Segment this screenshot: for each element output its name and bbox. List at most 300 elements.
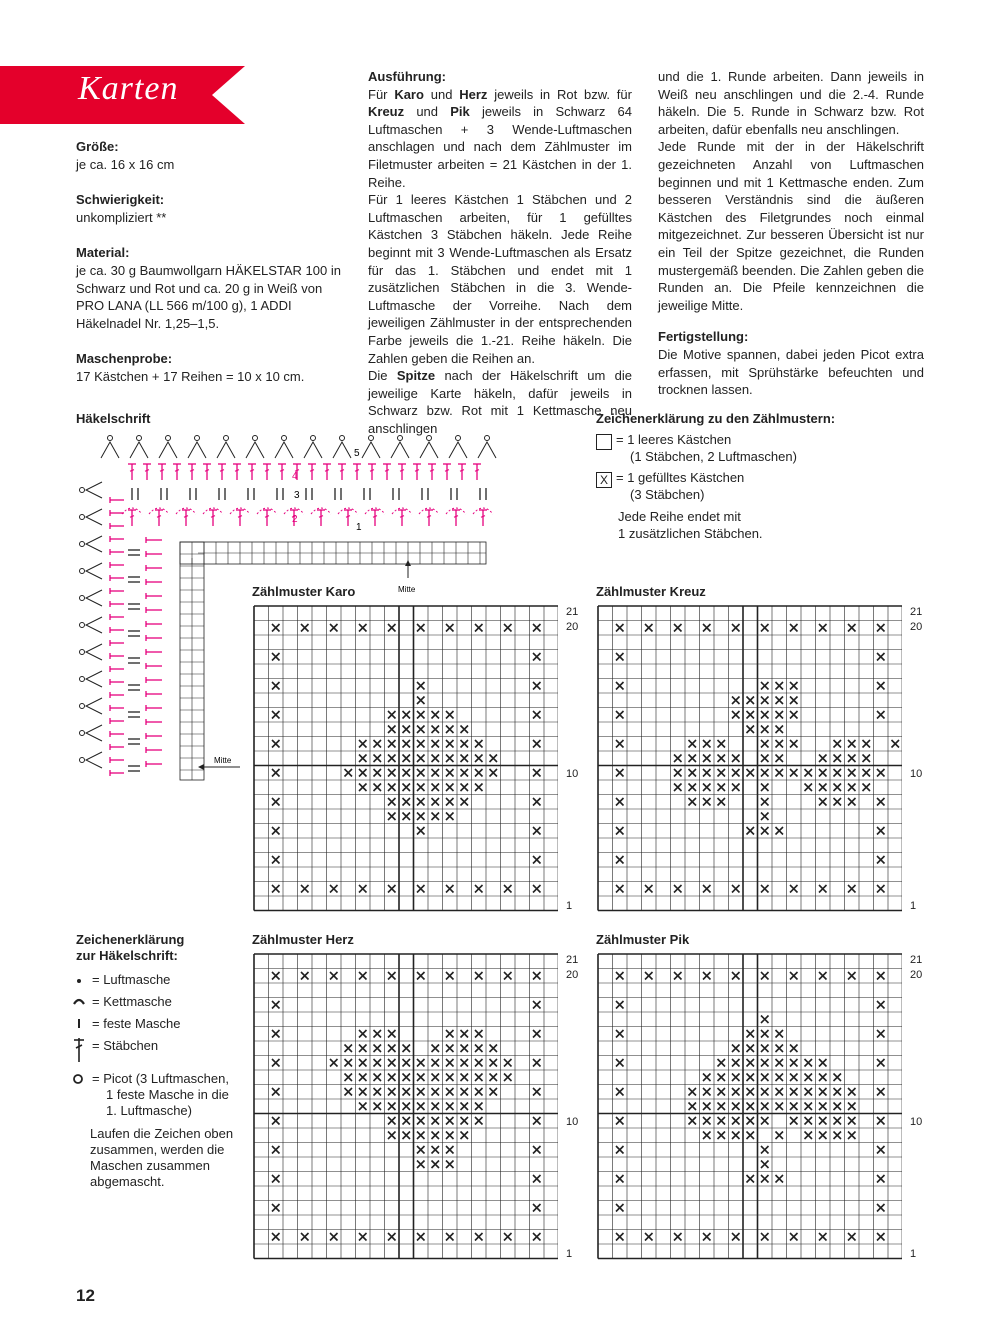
pik-filled-cell [848,1117,856,1125]
herz-filled-cell [475,1233,483,1241]
pik-filled-cell [645,1233,653,1241]
kreuz-filled-cell [805,769,813,777]
pik-filled-cell [805,1103,813,1111]
pik-filled-cell [645,972,653,980]
kreuz-row-20: 20 [910,621,923,633]
herz-filled-cell [533,1233,541,1241]
legend-empty-line1: = 1 leeres Kästchen [616,432,732,447]
counted-chart-kreuz [596,604,902,914]
pik-filled-cell [877,1030,885,1038]
material-heading: Material: [76,245,130,261]
herz-filled-cell [403,1103,411,1111]
karo-filled-cell [417,827,425,835]
herz-filled-cell [446,1132,454,1140]
pik-filled-cell [848,1103,856,1111]
karo-filled-cell [533,682,541,690]
herz-row-10: 10 [566,1116,579,1128]
karo-filled-cell [388,711,396,719]
pik-filled-cell [819,1117,827,1125]
herz-filled-cell [301,972,309,980]
pik-filled-cell [790,972,798,980]
kreuz-filled-cell [718,784,726,792]
herz-filled-cell [388,1117,396,1125]
karo-filled-cell [432,798,440,806]
karo-filled-cell [388,624,396,632]
round-number-3: 3 [294,490,300,501]
herz-filled-cell [533,1088,541,1096]
kreuz-row-10: 10 [910,768,923,780]
execution-paragraph-5: Jede Runde mit der in der Häkelschrift gezeichneten Anzahl von Luftmaschen beginnen und mit 1 Kettmasche enden. Zum besseren Verständnis sind die äußeren Kästchen des Filetgrundes noch einmal mitgezeichnet. Zur besseren Übersicht ist nur ein Teil der Spitze gezeichnet, die Runden mustergemäß beenden. Die Zahlen geben die Runden an. Die Pfeile kennzeichnen die jeweilige Mitte. [658,139,924,313]
herz-filled-cell [417,1146,425,1154]
herz-filled-cell [461,1074,469,1082]
herz-row-1: 1 [566,1248,573,1260]
herz-filled-cell [432,1074,440,1082]
execution-paragraph-3: Die Spitze nach der Häkelschrift um die jeweilige Karte häkeln, dafür jeweils in Schwarz bzw. Rot mit 1 Kettmasche neu anschlingen [368,368,632,436]
karo-filled-cell [432,784,440,792]
pik-filled-cell [761,1088,769,1096]
pik-filled-cell [732,1088,740,1096]
karo-filled-cell [388,813,396,821]
herz-filled-cell [417,1103,425,1111]
karo-filled-cell [432,755,440,763]
karo-filled-cell [359,784,367,792]
herz-filled-cell [446,1161,454,1169]
herz-filled-cell [374,1045,382,1053]
herz-filled-cell [432,1059,440,1067]
herz-filled-cell [417,1233,425,1241]
kreuz-filled-cell [776,755,784,763]
kreuz-filled-cell [819,784,827,792]
kreuz-filled-cell [848,740,856,748]
pik-filled-cell [805,1117,813,1125]
kreuz-filled-cell [819,769,827,777]
pik-filled-cell [689,1103,697,1111]
mitte-label-bottom: Mitte [398,585,416,594]
kreuz-filled-cell [848,798,856,806]
herz-filled-cell [446,1088,454,1096]
pik-filled-cell [776,1103,784,1111]
single-crochet-icon [74,1016,88,1030]
karo-filled-cell [446,885,454,893]
kreuz-filled-cell [645,885,653,893]
herz-filled-cell [446,1074,454,1082]
page-number: 12 [76,1286,95,1305]
herz-filled-cell [446,1103,454,1111]
kreuz-filled-cell [616,798,624,806]
herz-filled-cell [461,1030,469,1038]
kreuz-filled-cell [776,682,784,690]
karo-filled-cell [446,726,454,734]
herz-filled-cell [432,1161,440,1169]
pik-filled-cell [761,1074,769,1082]
herz-filled-cell [374,1059,382,1067]
pik-filled-cell [819,1088,827,1096]
pik-filled-cell [790,1074,798,1082]
karo-filled-cell [272,653,280,661]
legend-slip: = Kettmasche [92,994,172,1009]
karo-filled-cell [403,798,411,806]
pik-filled-cell [732,1233,740,1241]
karo-filled-cell [330,885,338,893]
herz-filled-cell [475,1045,483,1053]
pik-filled-cell [703,1132,711,1140]
chart-title-pik: Zählmuster Pik [596,932,690,947]
herz-filled-cell [432,1103,440,1111]
karo-filled-cell [533,711,541,719]
legend-filled-line1: = 1 gefülltes Kästchen [616,470,745,485]
kreuz-filled-cell [616,682,624,690]
kreuz-filled-cell [761,682,769,690]
pik-filled-cell [616,1204,624,1212]
herz-filled-cell [475,1103,483,1111]
pik-filled-cell [616,1088,624,1096]
kreuz-filled-cell [877,653,885,661]
herz-filled-cell [301,1233,309,1241]
pik-filled-cell [877,1117,885,1125]
pik-filled-cell [819,1233,827,1241]
karo-filled-cell [417,769,425,777]
pik-filled-cell [805,1059,813,1067]
karo-filled-cell [533,885,541,893]
karo-filled-cell [388,769,396,777]
herz-filled-cell [345,1074,353,1082]
mitte-label-side: Mitte [214,756,232,765]
kreuz-filled-cell [761,755,769,763]
kreuz-filled-cell [790,711,798,719]
pik-row-10: 10 [910,1116,923,1128]
karo-filled-cell [533,856,541,864]
kreuz-filled-cell [747,711,755,719]
pik-filled-cell [732,1132,740,1140]
pik-filled-cell [616,1146,624,1154]
herz-row-20: 20 [566,969,579,981]
herz-filled-cell [432,1146,440,1154]
kreuz-filled-cell [674,769,682,777]
pik-filled-cell [747,1059,755,1067]
pik-filled-cell [747,1074,755,1082]
herz-filled-cell [446,1233,454,1241]
herz-filled-cell [272,972,280,980]
round-number-5: 5 [354,448,360,459]
kreuz-filled-cell [747,827,755,835]
kreuz-filled-cell [877,827,885,835]
herz-filled-cell [403,1059,411,1067]
kreuz-filled-cell [834,784,842,792]
legend-counts-heading: Zeichenerklärung zu den Zählmustern: [596,411,836,426]
karo-filled-cell [533,624,541,632]
kreuz-filled-cell [761,726,769,734]
karo-filled-cell [533,769,541,777]
karo-filled-cell [330,624,338,632]
kreuz-filled-cell [819,798,827,806]
pik-filled-cell [776,1030,784,1038]
karo-filled-cell [272,885,280,893]
karo-filled-cell [446,740,454,748]
karo-filled-cell [432,740,440,748]
kreuz-filled-cell [689,740,697,748]
pik-filled-cell [776,1175,784,1183]
pik-filled-cell [703,972,711,980]
pik-filled-cell [877,1233,885,1241]
pik-filled-cell [761,1103,769,1111]
karo-filled-cell [461,769,469,777]
herz-filled-cell [388,1233,396,1241]
difficulty-heading: Schwierigkeit: [76,192,165,208]
kreuz-filled-cell [616,711,624,719]
pik-filled-cell [761,1175,769,1183]
legend-crochet-heading: Zeichenerklärung zur Häkelschrift: [76,932,185,963]
herz-filled-cell [475,1030,483,1038]
herz-filled-cell [388,1088,396,1096]
kreuz-filled-cell [616,624,624,632]
herz-filled-cell [272,1175,280,1183]
kreuz-filled-cell [689,755,697,763]
pik-filled-cell [761,1146,769,1154]
kreuz-row-21: 21 [910,606,923,618]
herz-filled-cell [374,1103,382,1111]
herz-filled-cell [272,1117,280,1125]
herz-filled-cell [461,1117,469,1125]
karo-filled-cell [446,784,454,792]
pik-filled-cell [790,1059,798,1067]
herz-filled-cell [504,1059,512,1067]
karo-filled-cell [388,784,396,792]
karo-filled-cell [359,740,367,748]
karo-filled-cell [432,769,440,777]
kreuz-filled-cell [674,885,682,893]
herz-filled-cell [432,1045,440,1053]
filled-box-icon: X [596,472,612,488]
herz-filled-cell [359,1074,367,1082]
pik-filled-cell [834,1103,842,1111]
chart-title-herz: Zählmuster Herz [252,932,354,947]
legend-note-line1: Jede Reihe endet mit [618,509,741,524]
pik-filled-cell [848,1088,856,1096]
karo-filled-cell [417,726,425,734]
pik-filled-cell [790,1117,798,1125]
counted-chart-herz [252,952,558,1262]
page-title: Karten [78,70,179,107]
karo-filled-cell [272,624,280,632]
kreuz-filled-cell [805,784,813,792]
herz-filled-cell [359,1030,367,1038]
pik-filled-cell [805,1074,813,1082]
herz-filled-cell [475,1074,483,1082]
pik-filled-cell [703,1088,711,1096]
kreuz-filled-cell [877,711,885,719]
kreuz-filled-cell [877,682,885,690]
karo-filled-cell [417,798,425,806]
pik-filled-cell [689,1117,697,1125]
pik-filled-cell [834,1117,842,1125]
legend-single: = feste Masche [92,1016,181,1031]
empty-box-icon [596,434,612,450]
kreuz-filled-cell [834,769,842,777]
pik-filled-cell [718,1117,726,1125]
kreuz-filled-cell [703,784,711,792]
herz-filled-cell [446,1030,454,1038]
karo-filled-cell [374,740,382,748]
herz-filled-cell [345,1059,353,1067]
pik-filled-cell [747,1117,755,1125]
size-heading: Größe: [76,139,119,154]
kreuz-filled-cell [848,624,856,632]
kreuz-filled-cell [776,740,784,748]
karo-filled-cell [504,624,512,632]
karo-filled-cell [446,711,454,719]
execution-paragraph-2: Für 1 leeres Kästchen 1 Stäbchen und 2 Luftmaschen arbeiten, für 1 gefülltes Kästchen 3 Stäbchen häkeln. Jede Reihe beginnt mit 3 Wende-Luftmaschen als Ersatz für das 1. Stäbchen und endet mit 1 zusätzlichen Stäbchen in die 3. Wende-Luftmasche der Vorreihe. Nach dem jeweiligen Zählmuster in der entsprechenden Farbe jeweils die 1.-21. Reihe häkeln. Die Zahlen geben die Reihen an. [368,192,632,366]
herz-filled-cell [475,1117,483,1125]
kreuz-filled-cell [732,769,740,777]
herz-filled-cell [359,1103,367,1111]
pik-filled-cell [776,1045,784,1053]
karo-filled-cell [301,885,309,893]
karo-filled-cell [461,740,469,748]
chart-title-kreuz: Zählmuster Kreuz [596,584,706,599]
kreuz-filled-cell [834,798,842,806]
kreuz-filled-cell [877,769,885,777]
pik-filled-cell [616,1175,624,1183]
kreuz-filled-cell [819,624,827,632]
legend-chain: = Luftmasche [92,972,171,987]
kreuz-filled-cell [790,740,798,748]
karo-filled-cell [388,726,396,734]
kreuz-filled-cell [863,769,871,777]
kreuz-filled-cell [616,827,624,835]
herz-filled-cell [359,1233,367,1241]
kreuz-filled-cell [761,740,769,748]
herz-filled-cell [446,972,454,980]
pik-filled-cell [819,1132,827,1140]
karo-filled-cell [461,726,469,734]
pik-filled-cell [703,1103,711,1111]
kreuz-filled-cell [848,769,856,777]
herz-filled-cell [417,1074,425,1082]
pik-filled-cell [761,1059,769,1067]
kreuz-filled-cell [616,740,624,748]
herz-filled-cell [432,1132,440,1140]
pik-filled-cell [761,972,769,980]
herz-filled-cell [461,1045,469,1053]
kreuz-filled-cell [703,798,711,806]
herz-filled-cell [345,1045,353,1053]
karo-filled-cell [475,740,483,748]
karo-filled-cell [533,827,541,835]
size-text: je ca. 16 x 16 cm [76,156,175,172]
left-column [76,138,346,386]
karo-filled-cell [272,769,280,777]
pik-filled-cell [761,1233,769,1241]
pik-filled-cell [747,1175,755,1183]
karo-filled-cell [417,813,425,821]
herz-filled-cell [417,1132,425,1140]
herz-filled-cell [475,1059,483,1067]
pik-filled-cell [790,1088,798,1096]
legend-note-line2: 1 zusätzlichen Stäbchen. [618,526,763,541]
pik-filled-cell [834,1074,842,1082]
karo-filled-cell [533,798,541,806]
pik-filled-cell [805,1088,813,1096]
karo-filled-cell [432,813,440,821]
karo-row-10: 10 [566,768,579,780]
karo-row-1: 1 [566,900,573,912]
herz-filled-cell [533,1030,541,1038]
karo-filled-cell [446,624,454,632]
karo-filled-cell [388,798,396,806]
herz-filled-cell [272,1146,280,1154]
herz-filled-cell [403,1117,411,1125]
right-column [658,68,924,399]
kreuz-filled-cell [863,755,871,763]
pik-row-20: 20 [910,969,923,981]
karo-filled-cell [417,755,425,763]
kreuz-filled-cell [776,697,784,705]
legend-picot: = Picot (3 Luftmaschen, 1 feste Masche in die 1. Luftmasche) [92,1071,229,1118]
pik-filled-cell [718,1088,726,1096]
herz-filled-cell [490,1088,498,1096]
herz-filled-cell [461,1132,469,1140]
kreuz-filled-cell [761,813,769,821]
pik-filled-cell [819,1103,827,1111]
difficulty-text: unkompliziert ** [76,209,167,225]
herz-filled-cell [475,1088,483,1096]
herz-filled-cell [533,1059,541,1067]
herz-filled-cell [374,1074,382,1082]
kreuz-filled-cell [732,624,740,632]
kreuz-filled-cell [790,697,798,705]
finish-text: Die Motive spannen, dabei jeden Picot extra erfassen, mit Sprühstärke befeuchten und trocknen lassen. [658,346,924,398]
pik-filled-cell [732,1045,740,1053]
herz-filled-cell [388,1103,396,1111]
kreuz-filled-cell [761,769,769,777]
karo-filled-cell [403,755,411,763]
kreuz-filled-cell [703,740,711,748]
round-number-2: 2 [292,514,298,525]
kreuz-filled-cell [848,885,856,893]
kreuz-filled-cell [747,769,755,777]
kreuz-filled-cell [689,784,697,792]
herz-filled-cell [417,1059,425,1067]
karo-row-21: 21 [566,606,579,618]
material-text: je ca. 30 g Baumwollgarn HÄKELSTAR 100 in Schwarz und Rot und ca. 20 g in Weiß von PRO LANA (LL 566 m/100 g), 1 ADDI Häkelnadel Nr. 1,25–1,5. [76,262,341,331]
kreuz-filled-cell [616,769,624,777]
pik-filled-cell [848,972,856,980]
kreuz-filled-cell [790,682,798,690]
karo-filled-cell [432,726,440,734]
pik-filled-cell [732,1059,740,1067]
execution-paragraph-1: Für Karo und Herz jeweils in Rot bzw. für Kreuz und Pik jeweils in Schwarz 64 Luftmaschen + 3 Wende-Luftmaschen anschlagen und nach dem Zählmuster im Filetmuster arbeiten = 21 Kästchen in der 1. Reihe. [368,86,633,190]
pik-filled-cell [674,1233,682,1241]
pik-filled-cell [877,1204,885,1212]
herz-filled-cell [533,1175,541,1183]
karo-filled-cell [359,755,367,763]
karo-filled-cell [374,755,382,763]
herz-filled-cell [272,1030,280,1038]
karo-filled-cell [403,711,411,719]
kreuz-filled-cell [732,784,740,792]
kreuz-filled-cell [732,885,740,893]
kreuz-filled-cell [761,624,769,632]
herz-filled-cell [504,1233,512,1241]
kreuz-filled-cell [790,624,798,632]
kreuz-filled-cell [616,653,624,661]
kreuz-filled-cell [863,784,871,792]
karo-filled-cell [403,769,411,777]
karo-row-20: 20 [566,621,579,633]
pik-filled-cell [877,1088,885,1096]
karo-filled-cell [374,769,382,777]
gauge-heading: Maschenprobe: [76,351,173,367]
